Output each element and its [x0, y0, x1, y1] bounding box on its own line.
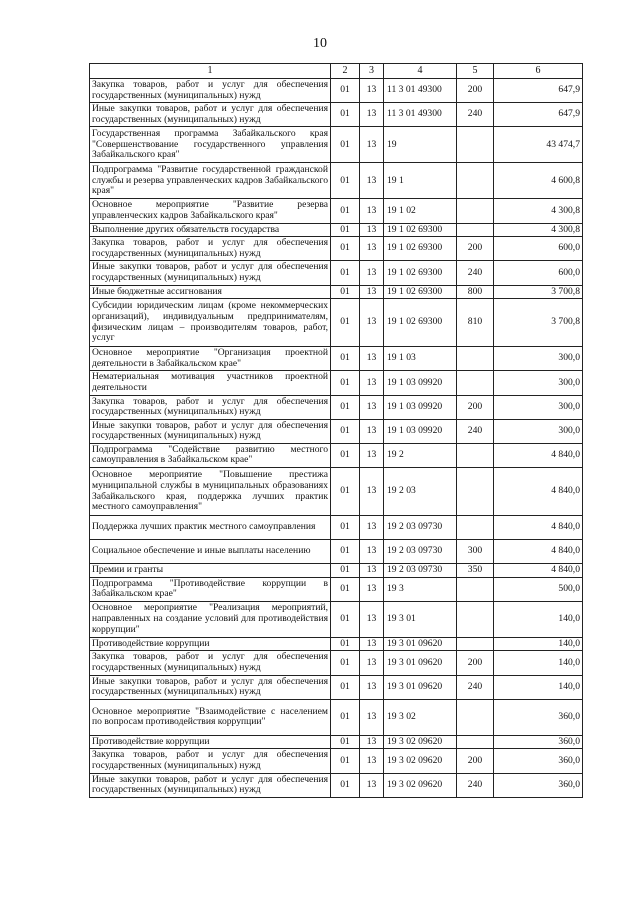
amount-cell: 360,0: [494, 735, 583, 749]
budget-table-body: [90, 64, 583, 798]
section-code-cell: 01: [331, 199, 360, 223]
column-header: 5: [457, 64, 494, 79]
table-row: [90, 103, 583, 127]
expense-type-cell: 200: [457, 395, 494, 419]
target-article-cell: 19 1 03 09920: [384, 419, 457, 443]
subsection-code-cell: 13: [360, 699, 384, 735]
target-article-cell: 19 3 02 09620: [384, 735, 457, 749]
amount-cell: 300,0: [494, 371, 583, 395]
row-name-cell: Иные закупки товаров, работ и услуг для обеспечения государственных (муниципальных) нужд: [90, 419, 331, 443]
table-row: [90, 637, 583, 651]
section-code-cell: 01: [331, 651, 360, 675]
table-header-row: [90, 64, 583, 79]
amount-cell: 140,0: [494, 601, 583, 637]
section-code-cell: 01: [331, 540, 360, 564]
amount-cell: 647,9: [494, 103, 583, 127]
row-name-cell: Основное мероприятие "Повышение престижа муниципальной службы в муниципальных образованиях Забайкальского края, поддержка лучших практик местного самоуправления": [90, 468, 331, 516]
target-article-cell: 19 2: [384, 443, 457, 467]
section-code-cell: 01: [331, 637, 360, 651]
subsection-code-cell: 13: [360, 601, 384, 637]
amount-cell: 140,0: [494, 651, 583, 675]
subsection-code-cell: 13: [360, 199, 384, 223]
expense-type-cell: 240: [457, 773, 494, 797]
row-name-cell: Закупка товаров, работ и услуг для обеспечения государственных (муниципальных) нужд: [90, 651, 331, 675]
table-row: [90, 699, 583, 735]
subsection-code-cell: 13: [360, 127, 384, 163]
subsection-code-cell: 13: [360, 395, 384, 419]
subsection-code-cell: 13: [360, 103, 384, 127]
amount-cell: 600,0: [494, 261, 583, 285]
table-row: [90, 163, 583, 199]
table-row: [90, 735, 583, 749]
expense-type-cell: [457, 347, 494, 371]
target-article-cell: 19 2 03 09730: [384, 516, 457, 540]
section-code-cell: 01: [331, 516, 360, 540]
column-header: 4: [384, 64, 457, 79]
subsection-code-cell: 13: [360, 237, 384, 261]
row-name-cell: Иные закупки товаров, работ и услуг для обеспечения государственных (муниципальных) нужд: [90, 675, 331, 699]
expense-type-cell: 350: [457, 564, 494, 578]
column-header: 3: [360, 64, 384, 79]
table-row: [90, 127, 583, 163]
subsection-code-cell: 13: [360, 637, 384, 651]
table-row: [90, 419, 583, 443]
amount-cell: 600,0: [494, 237, 583, 261]
amount-cell: 4 600,8: [494, 163, 583, 199]
subsection-code-cell: 13: [360, 347, 384, 371]
amount-cell: 140,0: [494, 675, 583, 699]
expense-type-cell: 240: [457, 103, 494, 127]
expense-type-cell: 240: [457, 261, 494, 285]
section-code-cell: 01: [331, 261, 360, 285]
amount-cell: 4 840,0: [494, 540, 583, 564]
row-name-cell: Иные бюджетные ассигнования: [90, 285, 331, 299]
expense-type-cell: 800: [457, 285, 494, 299]
column-header: 6: [494, 64, 583, 79]
expense-type-cell: [457, 735, 494, 749]
target-article-cell: 19 1 02 69300: [384, 261, 457, 285]
expense-type-cell: 300: [457, 540, 494, 564]
amount-cell: 4 840,0: [494, 516, 583, 540]
expense-type-cell: [457, 163, 494, 199]
row-name-cell: Социальное обеспечение и иные выплаты населению: [90, 540, 331, 564]
row-name-cell: Премии и гранты: [90, 564, 331, 578]
target-article-cell: 19 2 03 09730: [384, 540, 457, 564]
subsection-code-cell: 13: [360, 577, 384, 601]
table-row: [90, 564, 583, 578]
expense-type-cell: [457, 127, 494, 163]
section-code-cell: 01: [331, 749, 360, 773]
row-name-cell: Основное мероприятие "Развитие резерва управленческих кадров Забайкальского края": [90, 199, 331, 223]
section-code-cell: 01: [331, 395, 360, 419]
amount-cell: 360,0: [494, 773, 583, 797]
table-row: [90, 651, 583, 675]
section-code-cell: 01: [331, 223, 360, 237]
expense-type-cell: [457, 223, 494, 237]
expense-type-cell: [457, 516, 494, 540]
target-article-cell: 19 1 02 69300: [384, 237, 457, 261]
target-article-cell: 19 3 01 09620: [384, 675, 457, 699]
section-code-cell: 01: [331, 675, 360, 699]
section-code-cell: 01: [331, 419, 360, 443]
amount-cell: 43 474,7: [494, 127, 583, 163]
target-article-cell: 19 3 02 09620: [384, 773, 457, 797]
column-header: 2: [331, 64, 360, 79]
target-article-cell: 19 3: [384, 577, 457, 601]
subsection-code-cell: 13: [360, 773, 384, 797]
section-code-cell: 01: [331, 285, 360, 299]
section-code-cell: 01: [331, 773, 360, 797]
table-row: [90, 468, 583, 516]
section-code-cell: 01: [331, 371, 360, 395]
target-article-cell: 19 3 01 09620: [384, 651, 457, 675]
table-row: [90, 347, 583, 371]
expense-type-cell: 200: [457, 651, 494, 675]
subsection-code-cell: 13: [360, 516, 384, 540]
target-article-cell: 19 1 03 09920: [384, 371, 457, 395]
target-article-cell: 19: [384, 127, 457, 163]
row-name-cell: Подпрограмма "Развитие государственной гражданской службы и резерва управленческих кадров Забайкальского края": [90, 163, 331, 199]
section-code-cell: 01: [331, 468, 360, 516]
expense-type-cell: [457, 371, 494, 395]
row-name-cell: Выполнение других обязательств государства: [90, 223, 331, 237]
target-article-cell: 19 3 01 09620: [384, 637, 457, 651]
target-article-cell: 19 3 01: [384, 601, 457, 637]
target-article-cell: 11 3 01 49300: [384, 79, 457, 103]
target-article-cell: 19 1 02: [384, 199, 457, 223]
row-name-cell: Нематериальная мотивация участников проектной деятельности: [90, 371, 331, 395]
subsection-code-cell: 13: [360, 749, 384, 773]
expense-type-cell: [457, 199, 494, 223]
target-article-cell: 19 2 03: [384, 468, 457, 516]
amount-cell: 300,0: [494, 395, 583, 419]
amount-cell: 647,9: [494, 79, 583, 103]
subsection-code-cell: 13: [360, 675, 384, 699]
row-name-cell: Основное мероприятие "Взаимодействие с населением по вопросам противодействия коррупции": [90, 699, 331, 735]
subsection-code-cell: 13: [360, 735, 384, 749]
table-row: [90, 749, 583, 773]
table-row: [90, 675, 583, 699]
amount-cell: 4 840,0: [494, 564, 583, 578]
subsection-code-cell: 13: [360, 651, 384, 675]
table-row: [90, 577, 583, 601]
row-name-cell: Подпрограмма "Содействие развитию местного самоуправления в Забайкальском крае": [90, 443, 331, 467]
expense-type-cell: 200: [457, 749, 494, 773]
target-article-cell: 19 1 02 69300: [384, 223, 457, 237]
subsection-code-cell: 13: [360, 371, 384, 395]
subsection-code-cell: 13: [360, 223, 384, 237]
amount-cell: 3 700,8: [494, 299, 583, 347]
row-name-cell: Иные закупки товаров, работ и услуг для обеспечения государственных (муниципальных) нужд: [90, 261, 331, 285]
section-code-cell: 01: [331, 127, 360, 163]
target-article-cell: 11 3 01 49300: [384, 103, 457, 127]
table-row: [90, 285, 583, 299]
expense-type-cell: [457, 601, 494, 637]
subsection-code-cell: 13: [360, 540, 384, 564]
expense-type-cell: 240: [457, 675, 494, 699]
row-name-cell: Закупка товаров, работ и услуг для обеспечения государственных (муниципальных) нужд: [90, 749, 331, 773]
subsection-code-cell: 13: [360, 261, 384, 285]
row-name-cell: Поддержка лучших практик местного самоуправления: [90, 516, 331, 540]
subsection-code-cell: 13: [360, 163, 384, 199]
expense-type-cell: [457, 443, 494, 467]
table-row: [90, 601, 583, 637]
section-code-cell: 01: [331, 443, 360, 467]
subsection-code-cell: 13: [360, 468, 384, 516]
row-name-cell: Закупка товаров, работ и услуг для обеспечения государственных (муниципальных) нужд: [90, 79, 331, 103]
amount-cell: 3 700,8: [494, 285, 583, 299]
row-name-cell: Государственная программа Забайкальского края "Совершенствование государственного управления Забайкальского края": [90, 127, 331, 163]
budget-table: [89, 63, 583, 798]
row-name-cell: Закупка товаров, работ и услуг для обеспечения государственных (муниципальных) нужд: [90, 395, 331, 419]
table-row: [90, 261, 583, 285]
amount-cell: 4 840,0: [494, 443, 583, 467]
amount-cell: 500,0: [494, 577, 583, 601]
amount-cell: 4 300,8: [494, 223, 583, 237]
amount-cell: 360,0: [494, 749, 583, 773]
target-article-cell: 19 1 02 69300: [384, 285, 457, 299]
row-name-cell: Субсидии юридическим лицам (кроме некоммерческих организаций), индивидуальным предпринимателям, физическим лицам – производителям товаров, работ, услуг: [90, 299, 331, 347]
table-row: [90, 199, 583, 223]
section-code-cell: 01: [331, 163, 360, 199]
amount-cell: 360,0: [494, 699, 583, 735]
row-name-cell: Противодействие коррупции: [90, 637, 331, 651]
subsection-code-cell: 13: [360, 299, 384, 347]
expense-type-cell: 240: [457, 419, 494, 443]
target-article-cell: 19 3 02: [384, 699, 457, 735]
page-number: 10: [313, 36, 327, 51]
section-code-cell: 01: [331, 577, 360, 601]
column-header: 1: [90, 64, 331, 79]
table-row: [90, 516, 583, 540]
expense-type-cell: 200: [457, 237, 494, 261]
section-code-cell: 01: [331, 79, 360, 103]
amount-cell: 4 300,8: [494, 199, 583, 223]
section-code-cell: 01: [331, 735, 360, 749]
target-article-cell: 19 1 03: [384, 347, 457, 371]
section-code-cell: 01: [331, 699, 360, 735]
table-row: [90, 773, 583, 797]
row-name-cell: Противодействие коррупции: [90, 735, 331, 749]
table-row: [90, 395, 583, 419]
expense-type-cell: 200: [457, 79, 494, 103]
section-code-cell: 01: [331, 103, 360, 127]
row-name-cell: Иные закупки товаров, работ и услуг для обеспечения государственных (муниципальных) нужд: [90, 103, 331, 127]
subsection-code-cell: 13: [360, 564, 384, 578]
expense-type-cell: [457, 637, 494, 651]
subsection-code-cell: 13: [360, 443, 384, 467]
amount-cell: 4 840,0: [494, 468, 583, 516]
table-row: [90, 237, 583, 261]
target-article-cell: 19 1 03 09920: [384, 395, 457, 419]
subsection-code-cell: 13: [360, 419, 384, 443]
amount-cell: 300,0: [494, 419, 583, 443]
expense-type-cell: 810: [457, 299, 494, 347]
amount-cell: 300,0: [494, 347, 583, 371]
section-code-cell: 01: [331, 347, 360, 371]
table-row: [90, 443, 583, 467]
table-row: [90, 79, 583, 103]
target-article-cell: 19 1 02 69300: [384, 299, 457, 347]
target-article-cell: 19 2 03 09730: [384, 564, 457, 578]
section-code-cell: 01: [331, 601, 360, 637]
section-code-cell: 01: [331, 237, 360, 261]
table-row: [90, 223, 583, 237]
expense-type-cell: [457, 468, 494, 516]
subsection-code-cell: 13: [360, 79, 384, 103]
section-code-cell: 01: [331, 299, 360, 347]
row-name-cell: Иные закупки товаров, работ и услуг для обеспечения государственных (муниципальных) нужд: [90, 773, 331, 797]
table-row: [90, 371, 583, 395]
table-row: [90, 299, 583, 347]
row-name-cell: Закупка товаров, работ и услуг для обеспечения государственных (муниципальных) нужд: [90, 237, 331, 261]
target-article-cell: 19 3 02 09620: [384, 749, 457, 773]
target-article-cell: 19 1: [384, 163, 457, 199]
table-row: [90, 540, 583, 564]
expense-type-cell: [457, 577, 494, 601]
row-name-cell: Подпрограмма "Противодействие коррупции в Забайкальском крае": [90, 577, 331, 601]
subsection-code-cell: 13: [360, 285, 384, 299]
row-name-cell: Основное мероприятие "Реализация мероприятий, направленных на создание условий для противодействия коррупции": [90, 601, 331, 637]
row-name-cell: Основное мероприятие "Организация проектной деятельности в Забайкальском крае": [90, 347, 331, 371]
expense-type-cell: [457, 699, 494, 735]
amount-cell: 140,0: [494, 637, 583, 651]
section-code-cell: 01: [331, 564, 360, 578]
